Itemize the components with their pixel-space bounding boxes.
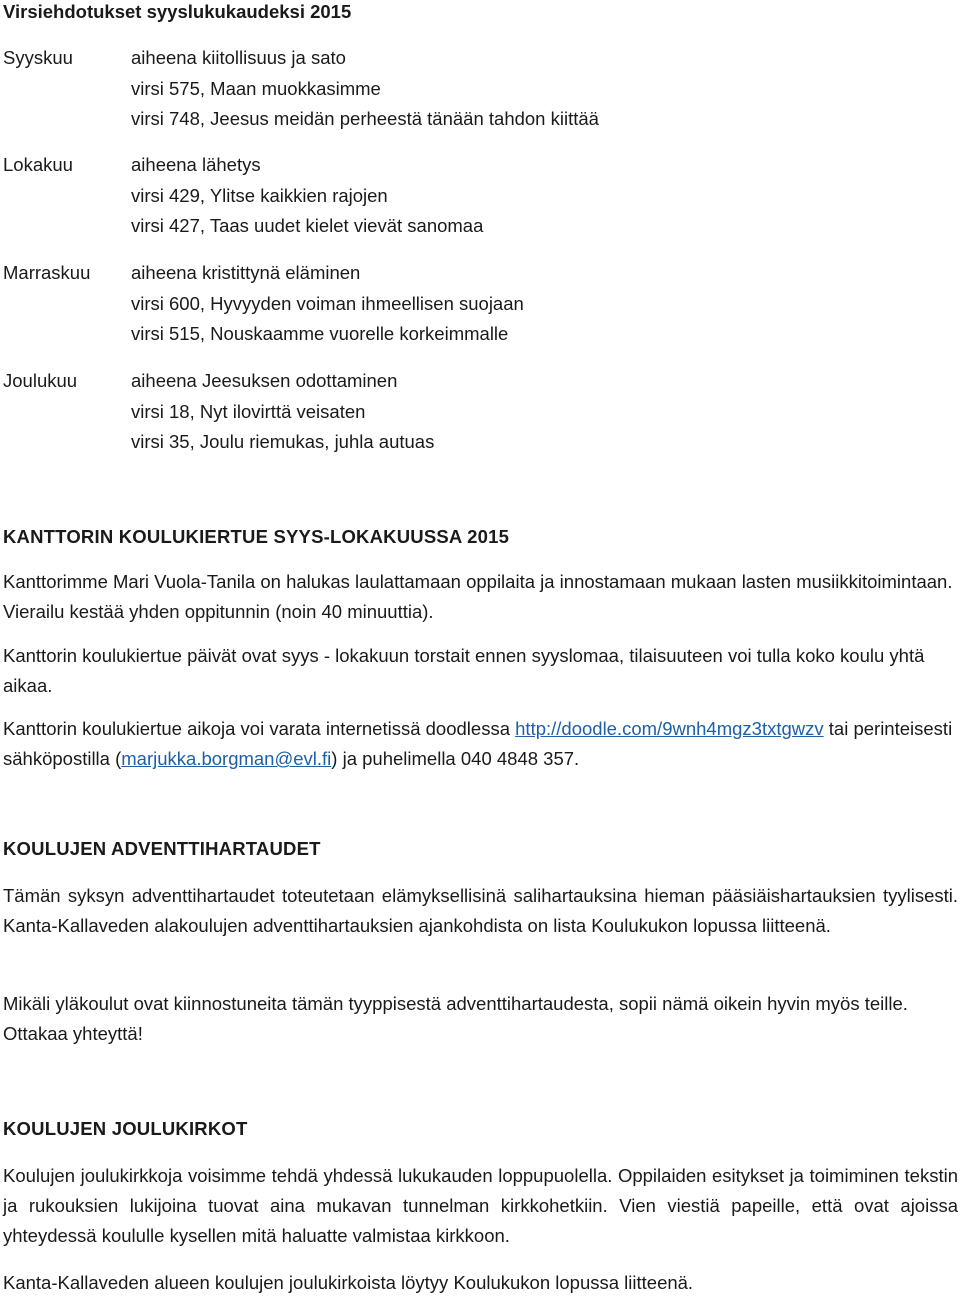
section-heading-koulukiertue: KANTTORIN KOULUKIERTUE SYYS-LOKAKUUSSA 2015	[3, 526, 510, 547]
month-name: Joulukuu	[3, 370, 78, 391]
email-link[interactable]: marjukka.borgman@evl.fi	[121, 748, 332, 770]
month-hymn-list	[131, 366, 434, 458]
doodle-link[interactable]: http://doodle.com/9wnh4mgz3txtgwzv	[515, 718, 824, 739]
hymn-line: virsi 748, Jeesus meidän perheestä tänään tahdon kiittää	[131, 108, 599, 129]
document-title: Virsiehdotukset syyslukukaudeksi 2015	[3, 1, 352, 22]
section-heading-joulukirkot: KOULUJEN JOULUKIRKOT	[3, 1118, 248, 1139]
hymn-line: virsi 575, Maan muokkasimme	[131, 77, 381, 99]
month-topic: aiheena kiitollisuus ja sato	[131, 47, 346, 68]
hymn-line: virsi 427, Taas uudet kielet vievät sanomaa	[131, 215, 484, 236]
month-hymn-list	[131, 43, 599, 135]
paragraph: Mikäli yläkoulut ovat kiinnostuneita tämän tyyppisestä adventtihartaudesta, sopii nämä oikein hyvin myös teille. Ottakaa yhteyttä!	[3, 993, 908, 1045]
paragraph: Tämän syksyn adventtihartaudet toteutetaan elämyksellisinä salihartauksina hieman pääsiäishartauksien tyylisesti. Kanta-Kallaveden alakoulujen adventtihartauksien ajankohdista on lista Koulukukon lopussa liitteenä.	[3, 885, 958, 937]
paragraph: Kanttorimme Mari Vuola-Tanila on halukas laulattamaan oppilaita ja innostamaan mukaan lasten musiikkitoimintaan. Vierailu kestää yhden oppitunnin (noin 40 minuuttia).	[3, 571, 953, 623]
paragraph-text: Kanttorin koulukiertue aikoja voi varata internetissä doodlessa	[3, 718, 516, 739]
month-topic: aiheena Jeesuksen odottaminen	[131, 370, 398, 391]
hymn-line: virsi 35, Joulu riemukas, juhla autuas	[131, 431, 435, 452]
month-name: Marraskuu	[3, 262, 91, 283]
paragraph-booking	[3, 714, 958, 774]
month-name: Syyskuu	[3, 47, 73, 68]
hymn-line: virsi 515, Nouskaamme vuorelle korkeimmalle	[131, 323, 509, 344]
paragraph: Koulujen joulukirkkoja voisimme tehdä yhdessä lukukauden loppupuolella. Oppilaiden esitykset ja toimiminen tekstin ja rukouksien lukijoina tuovat aina mukavan tunnelman kirkkohetkiin. Vien viestiä papeille, että ovat ajoissa yhteydessä koululle kysellen mitä haluatte valmistaa kirkkoon.	[3, 1165, 958, 1247]
hymn-line: virsi 600, Hyvyyden voiman ihmeellisen suojaan	[131, 292, 524, 314]
month-hymn-list	[131, 258, 524, 350]
paragraph: Kanttorin koulukiertue päivät ovat syys - lokakuun torstait ennen syyslomaa, tilaisuuteen voi tulla koko koulu yhtä aikaa.	[3, 645, 925, 697]
month-topic: aiheena kristittynä eläminen	[131, 262, 361, 283]
month-name: Lokakuu	[3, 154, 73, 175]
paragraph: Kanta-Kallaveden alueen koulujen joulukirkoista löytyy Koulukukon lopussa liitteenä.	[3, 1272, 694, 1293]
hymn-line: virsi 18, Nyt ilovirttä veisaten	[131, 400, 366, 422]
month-topic: aiheena lähetys	[131, 154, 261, 175]
section-heading-adventti: KOULUJEN ADVENTTIHARTAUDET	[3, 838, 321, 859]
hymn-line: virsi 429, Ylitse kaikkien rajojen	[131, 184, 388, 206]
month-hymn-list	[131, 150, 483, 242]
paragraph-text: ) ja puhelimella 040 4848 357.	[331, 748, 580, 770]
paragraph-text: tai perinteisesti sähköpostilla (	[3, 718, 953, 770]
